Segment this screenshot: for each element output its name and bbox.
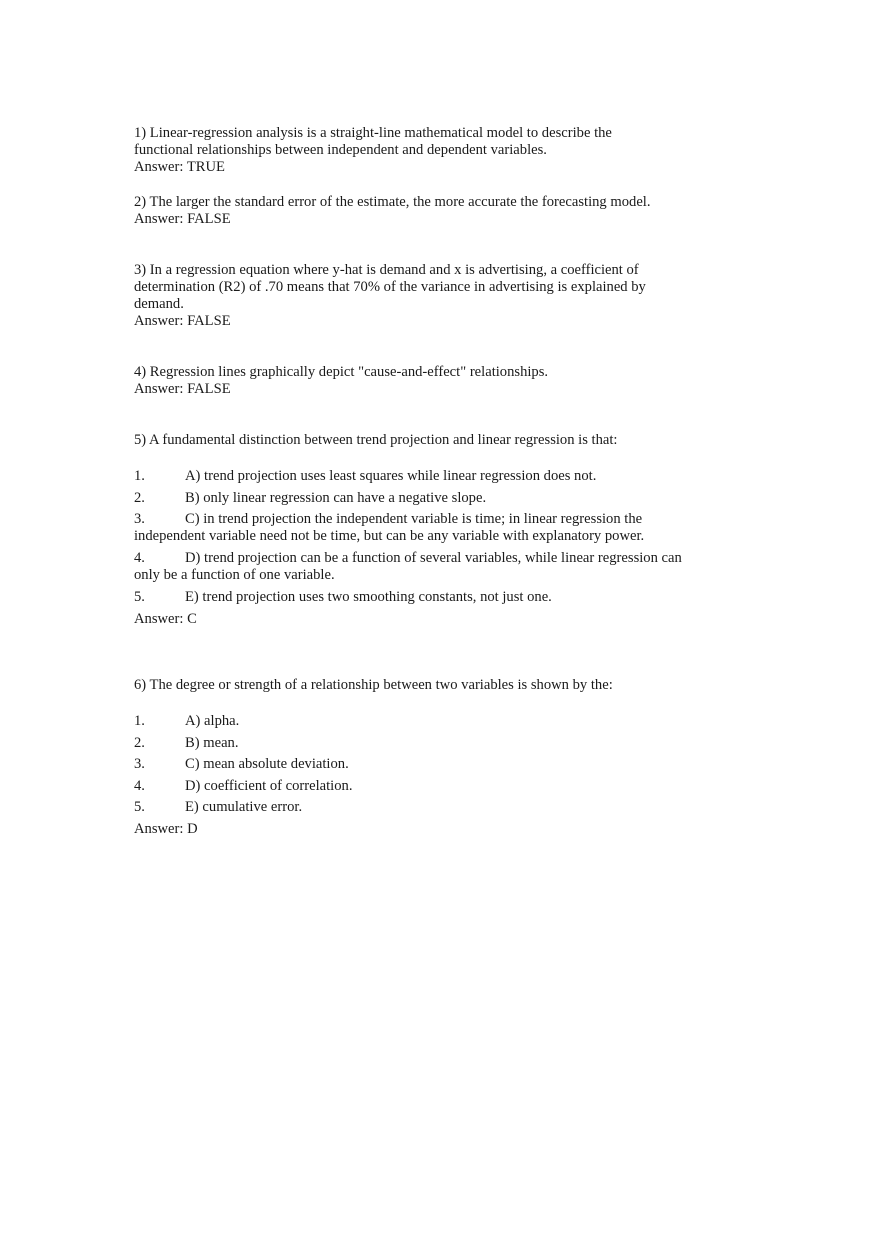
option-number: 1. (134, 713, 145, 729)
answer-text: Answer: D (134, 821, 198, 837)
option-number: 4. (134, 550, 145, 566)
question-3 (134, 262, 704, 330)
option-item (134, 756, 349, 773)
option-text: B) only linear regression can have a negative slope. (185, 490, 487, 506)
question-text-line: 5) A fundamental distinction between trend projection and linear regression is that: (134, 432, 618, 448)
question-text-line: demand. (134, 296, 184, 312)
question-6 (134, 677, 704, 837)
option-number: 5. (134, 799, 145, 815)
answer-text: Answer: FALSE (134, 313, 231, 329)
option-number: 5. (134, 589, 145, 605)
question-1 (134, 125, 704, 176)
option-text-continuation: only be a function of one variable. (134, 567, 335, 583)
option-text: C) mean absolute deviation. (185, 756, 349, 772)
question-text-line: 4) Regression lines graphically depict "cause-and-effect" relationships. (134, 364, 549, 380)
option-text: B) mean. (185, 735, 239, 751)
option-item (134, 490, 486, 507)
question-text-line: functional relationships between independent and dependent variables. (134, 142, 547, 158)
question-4 (134, 364, 704, 398)
option-number: 3. (134, 756, 145, 772)
option-number: 2. (134, 735, 145, 751)
answer-text: Answer: FALSE (134, 381, 231, 397)
answer-text: Answer: TRUE (134, 159, 225, 175)
option-item (134, 550, 682, 584)
option-item (134, 713, 239, 730)
option-text: A) trend projection uses least squares while linear regression does not. (185, 468, 597, 484)
option-text-continuation: independent variable need not be time, but can be any variable with explanatory power. (134, 528, 645, 544)
option-text: A) alpha. (185, 713, 240, 729)
option-number: 2. (134, 490, 145, 506)
question-text-line: determination (R2) of .70 means that 70% of the variance in advertising is explained by (134, 279, 646, 295)
option-text: E) cumulative error. (185, 799, 303, 815)
option-item (134, 778, 352, 795)
question-5 (134, 432, 704, 627)
option-text: C) in trend projection the independent variable is time; in linear regression the (185, 511, 643, 527)
option-number: 4. (134, 778, 145, 794)
option-item (134, 511, 644, 545)
option-item (134, 468, 596, 485)
answer-text: Answer: FALSE (134, 211, 231, 227)
option-text: D) trend projection can be a function of several variables, while linear regression can (185, 550, 682, 566)
option-item (134, 735, 239, 752)
question-text-line: 1) Linear-regression analysis is a straight-line mathematical model to describe the (134, 125, 612, 141)
option-number: 3. (134, 511, 145, 527)
option-item (134, 799, 302, 816)
option-number: 1. (134, 468, 145, 484)
question-text-line: 3) In a regression equation where y-hat is demand and x is advertising, a coefficient of (134, 262, 639, 278)
question-text-line: 2) The larger the standard error of the estimate, the more accurate the forecasting model. (134, 194, 651, 210)
answer-text: Answer: C (134, 611, 197, 627)
option-text: D) coefficient of correlation. (185, 778, 353, 794)
question-2 (134, 194, 704, 228)
option-item (134, 589, 552, 606)
question-text-line: 6) The degree or strength of a relationship between two variables is shown by the: (134, 677, 613, 693)
option-text: E) trend projection uses two smoothing constants, not just one. (185, 589, 552, 605)
